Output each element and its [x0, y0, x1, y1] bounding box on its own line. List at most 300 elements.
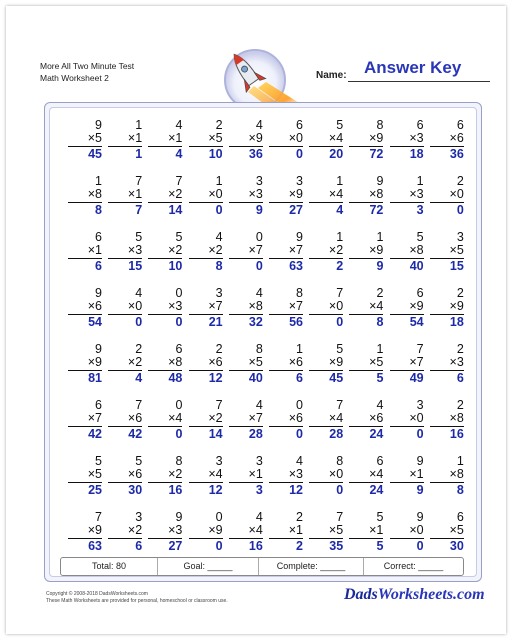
problem-top-number: 6 [456, 118, 464, 132]
problem-multiplier: ×2 [148, 188, 182, 203]
problem-multiplier: ×1 [148, 132, 182, 147]
problem-top-number: 9 [175, 510, 183, 524]
problem-top-number: 1 [336, 230, 344, 244]
problem-top-number: 8 [376, 118, 384, 132]
problem-multiplier: ×2 [148, 468, 182, 483]
problem-answer: 18 [449, 315, 464, 329]
correct-label: Correct: _____ [383, 561, 444, 571]
problem [390, 455, 424, 505]
problem [189, 455, 223, 505]
problem-multiplier: ×9 [68, 524, 102, 539]
problem [108, 455, 142, 505]
problem-answer: 63 [289, 259, 303, 273]
problem [189, 399, 223, 449]
problem-top-number: 7 [215, 398, 223, 412]
problem-multiplier: ×7 [390, 356, 424, 371]
problem-answer: 36 [248, 147, 263, 161]
problem-answer: 54 [409, 315, 424, 329]
problem-answer: 72 [369, 147, 384, 161]
problem [108, 175, 142, 225]
problem [148, 287, 182, 337]
title-line-1: More All Two Minute Test [40, 61, 135, 71]
problem-answer: 63 [88, 539, 102, 553]
problem-top-number: 2 [376, 286, 384, 300]
problem-answer: 40 [409, 259, 424, 273]
problem-multiplier: ×0 [390, 412, 424, 427]
problem-answer: 0 [416, 539, 424, 553]
problem-answer: 0 [296, 147, 303, 161]
problem-multiplier: ×7 [229, 244, 263, 259]
problem-top-number: 8 [296, 286, 303, 300]
problem-answer: 8 [376, 315, 384, 329]
copyright-line-2: These Math Worksheets are provided for personal, homeschool or classroom use. [46, 598, 228, 604]
problem-top-number: 3 [255, 454, 263, 468]
problem-multiplier: ×4 [148, 412, 182, 427]
problem-top-number: 5 [336, 342, 344, 356]
problem [390, 399, 424, 449]
problem-answer: 14 [208, 427, 223, 441]
problem-multiplier: ×9 [430, 300, 464, 315]
problem [229, 175, 263, 225]
problem-multiplier: ×6 [269, 356, 303, 371]
problem-top-number: 2 [215, 118, 223, 132]
problem-top-number: 1 [135, 118, 143, 132]
problem-multiplier: ×7 [229, 412, 263, 427]
problem-answer: 40 [248, 371, 263, 385]
problem [309, 399, 343, 449]
problem [390, 231, 424, 281]
problem-multiplier: ×1 [108, 132, 142, 147]
problem [269, 119, 303, 169]
problem-multiplier: ×6 [430, 132, 464, 147]
problem-answer: 4 [175, 147, 183, 161]
problem [430, 343, 464, 393]
problem-multiplier: ×9 [269, 188, 303, 203]
problem-answer: 49 [409, 371, 424, 385]
problem-answer: 0 [175, 427, 183, 441]
problem-top-number: 1 [456, 454, 464, 468]
problem-answer: 18 [409, 147, 424, 161]
problem-top-number: 1 [215, 174, 223, 188]
problem [349, 399, 383, 449]
problem-top-number: 1 [336, 174, 344, 188]
problem [229, 287, 263, 337]
problem [390, 511, 424, 561]
problem-answer: 9 [255, 203, 263, 217]
problem-multiplier: ×6 [349, 412, 383, 427]
problem-answer: 45 [88, 147, 102, 161]
problem-answer: 12 [289, 483, 303, 497]
problem [148, 119, 182, 169]
problem-top-number: 6 [296, 118, 303, 132]
problem-multiplier: ×0 [430, 188, 464, 203]
problem-multiplier: ×5 [68, 468, 102, 483]
problem-top-number: 8 [255, 342, 263, 356]
problem [430, 231, 464, 281]
problem-top-number: 4 [376, 398, 384, 412]
problem-answer: 8 [215, 259, 223, 273]
problem-answer: 72 [369, 203, 384, 217]
problem-top-number: 9 [95, 118, 102, 132]
problem [269, 511, 303, 561]
problem-multiplier: ×6 [269, 412, 303, 427]
problem-answer: 3 [416, 203, 424, 217]
problem-answer: 3 [255, 483, 263, 497]
problem-answer: 16 [449, 427, 464, 441]
problem [148, 511, 182, 561]
problem-answer: 56 [289, 315, 303, 329]
problem-answer: 36 [449, 147, 464, 161]
problem-multiplier: ×9 [349, 132, 383, 147]
problem [430, 399, 464, 449]
problem-multiplier: ×4 [309, 188, 343, 203]
problem-answer: 6 [296, 371, 303, 385]
problem-top-number: 7 [336, 398, 344, 412]
problem-multiplier: ×6 [68, 300, 102, 315]
problem-top-number: 0 [175, 286, 183, 300]
problem-top-number: 7 [416, 342, 424, 356]
name-underline [348, 81, 490, 82]
problem [189, 343, 223, 393]
problem [349, 343, 383, 393]
problem-multiplier: ×5 [309, 524, 343, 539]
problem-answer: 6 [135, 539, 143, 553]
problem-multiplier: ×3 [390, 132, 424, 147]
goal-label: Goal: _____ [183, 561, 233, 571]
problem-top-number: 9 [376, 174, 384, 188]
problem-answer: 2 [296, 539, 303, 553]
problem-multiplier: ×2 [189, 244, 223, 259]
problem-top-number: 3 [296, 174, 303, 188]
problem-multiplier: ×6 [108, 412, 142, 427]
problem-multiplier: ×9 [349, 244, 383, 259]
problem [309, 175, 343, 225]
problem-multiplier: ×8 [430, 412, 464, 427]
problem-top-number: 2 [296, 510, 303, 524]
logo-part-1: Dads [344, 586, 378, 603]
problem [349, 231, 383, 281]
problem-multiplier: ×3 [269, 468, 303, 483]
title-line-2: Math Worksheet 2 [40, 73, 109, 83]
problem-multiplier: ×4 [309, 412, 343, 427]
problem-top-number: 7 [336, 510, 344, 524]
problem-multiplier: ×5 [189, 132, 223, 147]
problem-top-number: 1 [296, 342, 303, 356]
problem-multiplier: ×8 [349, 188, 383, 203]
problem-multiplier: ×3 [148, 524, 182, 539]
problem-top-number: 7 [135, 398, 143, 412]
problem [309, 511, 343, 561]
problem-multiplier: ×2 [108, 356, 142, 371]
problem-answer: 2 [336, 259, 344, 273]
problem-top-number: 2 [215, 342, 223, 356]
problem-top-number: 3 [215, 286, 223, 300]
total-label: Total: 80 [91, 561, 127, 571]
copyright-notice [46, 591, 228, 605]
problem-multiplier: ×8 [390, 244, 424, 259]
problem-top-number: 6 [95, 398, 102, 412]
problem-top-number: 4 [135, 286, 143, 300]
problem [108, 231, 142, 281]
problem-answer: 0 [135, 315, 143, 329]
problem-multiplier: ×1 [68, 244, 102, 259]
problem-answer: 10 [168, 259, 183, 273]
problem-top-number: 5 [175, 230, 183, 244]
problem [148, 175, 182, 225]
problem-top-number: 9 [416, 510, 424, 524]
dadsworksheets-logo [344, 586, 485, 604]
problem-answer: 27 [168, 539, 183, 553]
problem-answer: 42 [128, 427, 143, 441]
problem-multiplier: ×0 [108, 300, 142, 315]
problem-answer: 1 [135, 147, 143, 161]
problem-answer: 21 [208, 315, 223, 329]
problem-top-number: 6 [416, 286, 424, 300]
problem-answer: 24 [369, 483, 384, 497]
problem-multiplier: ×1 [108, 188, 142, 203]
problem [68, 511, 102, 561]
problem-top-number: 3 [456, 230, 464, 244]
problem [108, 511, 142, 561]
problem-multiplier: ×7 [269, 244, 303, 259]
problem-top-number: 9 [296, 230, 303, 244]
problem-answer: 54 [88, 315, 102, 329]
problem-multiplier: ×0 [189, 188, 223, 203]
problem-top-number: 1 [376, 230, 384, 244]
name-field [316, 58, 492, 84]
problem-answer: 16 [168, 483, 183, 497]
problem-answer: 15 [449, 259, 464, 273]
problem [229, 399, 263, 449]
problem-answer: 6 [95, 259, 102, 273]
problem-top-number: 4 [255, 286, 263, 300]
problem-answer: 0 [336, 483, 344, 497]
problem-multiplier: ×4 [349, 468, 383, 483]
problem-answer: 8 [95, 203, 102, 217]
problem-multiplier: ×2 [309, 244, 343, 259]
problem-top-number: 3 [215, 454, 223, 468]
problem-multiplier: ×8 [430, 468, 464, 483]
problem [269, 343, 303, 393]
problem-multiplier: ×4 [229, 524, 263, 539]
problem-multiplier: ×1 [349, 524, 383, 539]
problem-top-number: 3 [135, 510, 143, 524]
problem [148, 343, 182, 393]
problem [349, 511, 383, 561]
problem-top-number: 1 [376, 342, 384, 356]
problem-top-number: 0 [296, 398, 303, 412]
problem-answer: 27 [289, 203, 303, 217]
problem [430, 119, 464, 169]
problem-top-number: 1 [416, 174, 424, 188]
problem-multiplier: ×5 [430, 524, 464, 539]
problem [189, 175, 223, 225]
problem [430, 455, 464, 505]
problem-multiplier: ×1 [229, 468, 263, 483]
problem-answer: 0 [215, 203, 223, 217]
problem [390, 287, 424, 337]
problem-top-number: 3 [255, 174, 263, 188]
problem-multiplier: ×8 [229, 300, 263, 315]
problem [349, 119, 383, 169]
problem-answer: 15 [128, 259, 143, 273]
problem [309, 343, 343, 393]
problem-answer: 0 [336, 315, 344, 329]
problem-multiplier: ×4 [309, 132, 343, 147]
problem [229, 511, 263, 561]
problem [189, 287, 223, 337]
problem [68, 343, 102, 393]
problem-multiplier: ×3 [390, 188, 424, 203]
problem-top-number: 5 [336, 118, 344, 132]
problem [309, 119, 343, 169]
problem-answer: 12 [208, 483, 223, 497]
problem-multiplier: ×3 [148, 300, 182, 315]
problem-top-number: 3 [416, 398, 424, 412]
problem-answer: 5 [376, 539, 384, 553]
problem-top-number: 4 [255, 118, 263, 132]
problem-answer: 4 [135, 371, 143, 385]
worksheet-title [40, 60, 134, 84]
problem-top-number: 5 [95, 454, 102, 468]
problem [349, 287, 383, 337]
problem-multiplier: ×1 [390, 468, 424, 483]
problem [309, 455, 343, 505]
problem-answer: 6 [456, 371, 464, 385]
problem [390, 175, 424, 225]
problem-answer: 28 [329, 427, 344, 441]
problem-multiplier: ×5 [349, 356, 383, 371]
problem [309, 231, 343, 281]
problem-multiplier: ×3 [108, 244, 142, 259]
problem [269, 231, 303, 281]
problem-answer: 81 [88, 371, 102, 385]
problem [68, 175, 102, 225]
problem-top-number: 5 [416, 230, 424, 244]
problem-multiplier: ×2 [189, 412, 223, 427]
problem-top-number: 4 [215, 230, 223, 244]
problem-multiplier: ×2 [108, 524, 142, 539]
problem-answer: 9 [376, 259, 384, 273]
problem [269, 399, 303, 449]
problem [189, 119, 223, 169]
problem [68, 231, 102, 281]
problem-multiplier: ×0 [309, 468, 343, 483]
problem-answer: 7 [135, 203, 143, 217]
problem-multiplier: ×1 [269, 524, 303, 539]
problem-top-number: 4 [255, 398, 263, 412]
problem [189, 511, 223, 561]
problem-multiplier: ×0 [390, 524, 424, 539]
problem-multiplier: ×7 [189, 300, 223, 315]
problem-top-number: 5 [376, 510, 384, 524]
problem-multiplier: ×5 [430, 244, 464, 259]
problem-multiplier: ×3 [229, 188, 263, 203]
problem-top-number: 8 [175, 454, 183, 468]
problem-top-number: 1 [95, 174, 102, 188]
problem [430, 175, 464, 225]
problem-multiplier: ×6 [108, 468, 142, 483]
problem [309, 287, 343, 337]
problem-answer: 32 [248, 315, 263, 329]
problem [430, 511, 464, 561]
problem-top-number: 4 [255, 510, 263, 524]
name-label: Name: [316, 70, 347, 81]
problem-top-number: 6 [416, 118, 424, 132]
problem [229, 119, 263, 169]
problem-answer: 9 [416, 483, 424, 497]
problem-top-number: 6 [95, 230, 102, 244]
problem-top-number: 6 [456, 510, 464, 524]
problem-answer: 24 [369, 427, 384, 441]
problem [68, 455, 102, 505]
problem [229, 231, 263, 281]
problem-top-number: 5 [135, 230, 143, 244]
problem-answer: 0 [255, 259, 263, 273]
problem [269, 455, 303, 505]
problem-multiplier: ×3 [430, 356, 464, 371]
score-bar [60, 557, 464, 576]
problem-top-number: 4 [296, 454, 303, 468]
problem [349, 455, 383, 505]
copyright-line-1: Copyright © 2008-2018 DadsWorksheets.com [46, 591, 148, 597]
problem-multiplier: ×9 [309, 356, 343, 371]
problem-top-number: 2 [456, 286, 464, 300]
problem-answer: 16 [248, 539, 263, 553]
problem-answer: 35 [329, 539, 344, 553]
problem-multiplier: ×9 [390, 300, 424, 315]
logo-part-2: Worksheets.com [377, 586, 485, 603]
problem-multiplier: ×2 [148, 244, 182, 259]
problem-top-number: 9 [416, 454, 424, 468]
problem-answer: 12 [208, 371, 223, 385]
problem [108, 119, 142, 169]
problem [269, 287, 303, 337]
problem-answer: 0 [416, 427, 424, 441]
problem-answer: 28 [248, 427, 263, 441]
problem [148, 455, 182, 505]
problem [269, 175, 303, 225]
problem-multiplier: ×0 [309, 300, 343, 315]
problem-multiplier: ×4 [349, 300, 383, 315]
problem [229, 455, 263, 505]
problem-multiplier: ×9 [229, 132, 263, 147]
problem-multiplier: ×5 [68, 132, 102, 147]
problem [430, 287, 464, 337]
problem-multiplier: ×4 [189, 468, 223, 483]
problem-answer: 42 [88, 427, 102, 441]
problem [108, 287, 142, 337]
problem-answer: 5 [376, 371, 384, 385]
problem-multiplier: ×7 [269, 300, 303, 315]
problem-top-number: 6 [376, 454, 384, 468]
problem-top-number: 7 [135, 174, 143, 188]
problem-answer: 4 [336, 203, 344, 217]
problem-top-number: 7 [336, 286, 344, 300]
problem-top-number: 9 [95, 286, 102, 300]
problem-top-number: 4 [175, 118, 183, 132]
problem [108, 399, 142, 449]
problem-top-number: 0 [215, 510, 223, 524]
problem-answer: 0 [296, 427, 303, 441]
problem-multiplier: ×0 [269, 132, 303, 147]
problem-top-number: 0 [175, 398, 183, 412]
problem-answer: 14 [168, 203, 183, 217]
problem-top-number: 2 [456, 342, 464, 356]
problem-top-number: 0 [255, 230, 263, 244]
problem-multiplier: ×5 [229, 356, 263, 371]
problem-top-number: 5 [135, 454, 143, 468]
